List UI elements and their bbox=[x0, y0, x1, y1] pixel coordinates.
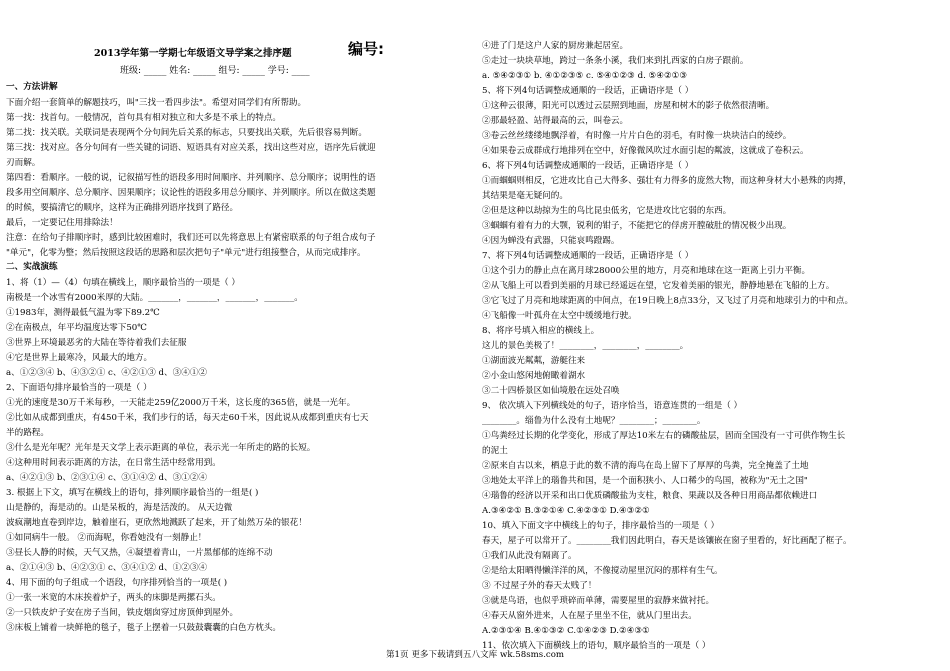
left-text-line: 第一找：找首句。一般情况，首句具有相对独立和大多是不承上的特点。 bbox=[6, 113, 282, 123]
right-text-line: ③它飞过了月亮和地球距离的中间点，在19日晚上8点33分，又飞过了月亮和地球引力的中和点。 bbox=[482, 296, 854, 306]
right-text-line: ④瑙鲁的经济以开采和出口优质磷酸盐为支柱，粮食、果蔬以及各种日用商品都依赖进口 bbox=[482, 491, 818, 501]
right-text-line: ④因为蝉没有武器，只能哀鸣蹬踢。 bbox=[482, 236, 620, 246]
right-text-line: A.③④②① B.③②①④ C.④②③① D.④③②① bbox=[482, 506, 650, 516]
right-text-line: ③卷云丝丝缕缕地飘浮着，有时像一片片白色的羽毛，有时像一块块洁白的绫纱。 bbox=[482, 131, 792, 141]
left-text-line: 第三找：找对应。各分句间有一些关键的词语、短语具有对应关系，找出这些对应，语序先后就迎 bbox=[6, 143, 376, 153]
right-text-line: ③蝈蝈有着有力的大颚，锐利的钳子，不能把它的俘虏开膛破肚的情况极少出现。 bbox=[482, 221, 792, 231]
right-text-line: ④如果卷云成群成行地排列在空中，好像微风吹过水面引起的粼波，这就成了卷积云。 bbox=[482, 146, 809, 156]
right-text-line: ②从飞船上可以看到美丽的月球已经遥远在望，它发着美丽的银光，静静地悬在飞船的上方。 bbox=[482, 281, 835, 291]
left-text-line: 最后，一定要记住用排除法！ bbox=[6, 218, 118, 228]
left-text-line: ③世界上环境最恶劣的大陆在等待着我们去征服 bbox=[6, 338, 187, 348]
left-text-line: ③什么是光年呢？光年是天文学上表示距离的单位，表示光一年所走的路的长短。 bbox=[6, 443, 316, 453]
left-text-line: a、④②①③ b、②③①④ c、③①④② d、③①②④ bbox=[6, 473, 208, 483]
right-text-line: ①鸟粪经过长期的化学变化，形成了厚达10米左右的磷酸盐层，固而全国没有一寸可供作物生长 bbox=[482, 431, 846, 441]
left-text-line: 二、实战演练 bbox=[6, 262, 58, 272]
right-text-line: ③ 不过屋子外的春天太贱了！ bbox=[482, 581, 597, 591]
right-text-line: ①这种云很薄，阳光可以透过云层照到地面，房屋和树木的影子依然很清晰。 bbox=[482, 101, 775, 111]
right-text-line: ②那最轻盈、站得最高的云，叫卷云。 bbox=[482, 116, 629, 126]
left-text-line: a、②①④③ b、④②③① c、③④①② d、①②③④ bbox=[6, 563, 208, 573]
right-text-line: 8、将序号填入相应的横线上。 bbox=[482, 326, 600, 336]
left-text-line: 刃而解。 bbox=[6, 158, 41, 168]
right-text-line: 春天，屋子可以常开了。________我们因此明白，春天是该镶嵌在窗子里看的，好比画配了框子。 bbox=[482, 536, 852, 546]
left-text-line: 波疯潮地直卷到岸边，触着崖石，更欣然地溅跃了起来，开了灿然万朵的银花！ bbox=[6, 518, 307, 528]
left-text-line: 南极是一个冰雪有2000米厚的大陆。_______，_______，_______，_______。 bbox=[6, 293, 303, 303]
left-text-line: 一、方法讲解 bbox=[6, 82, 58, 92]
right-text-line: 7、将下列4句话调整成通顺的一段话，正确语序是（ ） bbox=[482, 251, 694, 261]
right-text-line: a. ⑤④②③① b. ④①②③⑤ c. ⑤④①②③ d. ⑤④②①③ bbox=[482, 71, 688, 81]
left-text-line: ④它是世界上最寒冷，风最大的地方。 bbox=[6, 353, 153, 363]
right-text-line: 的泥土 bbox=[482, 446, 508, 456]
left-text-line: 半的路程。 bbox=[6, 428, 49, 438]
right-text-line: 其结果是毫无疑问的。 bbox=[482, 191, 568, 201]
right-text-line: ②小金山悠闲地俯瞰着湖水 bbox=[482, 371, 586, 381]
left-text-line: 1、将（1）—（4）句填在横线上，顺序最恰当的一项是（ ） bbox=[6, 278, 240, 288]
right-text-line: A.②③①④ B.④①③② C.①④②③ D.②④③① bbox=[482, 626, 650, 636]
right-text-line: ②是给太阳晒得懒洋洋的风，不像搅动屋里沉闷的那样有生气。 bbox=[482, 566, 723, 576]
page-footer: 第1页 更多下载请到五八文库 wk.58sms.com bbox=[385, 650, 565, 660]
right-text-line: ④飞船像一叶孤舟在太空中缓缓地行驶。 bbox=[482, 311, 637, 321]
left-text-line: ①一张一米宽的木床挨着炉子，两头的床脚是两摞石头。 bbox=[6, 593, 221, 603]
left-text-line: ②在南极点，年平均温度达零下50℃ bbox=[6, 323, 147, 333]
left-text-line: 第二找：找关联。关联词是表现两个分句间先后关系的标志，只要找出关联，先后很容易判断。 bbox=[6, 128, 367, 138]
right-text-line: 6、将下列4句话调整成通顺的一段话，正确语序是（ ） bbox=[482, 161, 694, 171]
right-text-line: ②原来自古以来，栖息于此的数不清的海鸟在岛上留下了厚厚的鸟粪，完全掩盖了土地 bbox=[482, 461, 809, 471]
right-text-line: ________。缁鲁为什么没有土地呢？________；________。 bbox=[482, 416, 706, 426]
left-text-line: ①光的速度是30万千米每秒，一天能走259亿2000万千米，这长度的365倍，就是一光年。 bbox=[6, 398, 356, 408]
left-text-line: 4、用下面的句子组成一个语段，句序排列恰当的一项是( ) bbox=[6, 578, 228, 588]
left-text-line: 2、下面语句排序最恰当的一项是（ ） bbox=[6, 383, 152, 393]
left-text-line: ①1983年，测得最低气温为零下89.2℃ bbox=[6, 308, 160, 318]
left-text-line: ②比如从成都到重庆，有450千米，我们步行的话，每天走60千米，因此说从成都到重庆有七天 bbox=[6, 413, 369, 423]
left-text-line: "单元"，化零为整；然后按照这段话的思路和层次把句子"单元"进行组接整合，从而完成排序。 bbox=[6, 248, 366, 258]
right-text-line: ④春天从窗外进来，人在屋子里坐不住，就从门里出去。 bbox=[482, 611, 697, 621]
right-text-line: ④进了门是这户人家的厨房兼起居室。 bbox=[482, 41, 629, 51]
right-text-line: ③地处太平洋上的瑙鲁共和国，是一个面积狭小、人口稀少的鸟国，被称为"无土之国" bbox=[482, 476, 808, 486]
left-text-line: 山是静的，海是动的。山是呆板的，海是活泼的。 从天边微 bbox=[6, 503, 233, 513]
right-text-line: 9、 依次填入下列横线处的句子，语序恰当，语意连贯的一组是（ ） bbox=[482, 401, 743, 411]
left-text-line: ③昼长人静的时候，天气又热，④凝望着青山，一片黑郁郁的连绵不动 bbox=[6, 548, 273, 558]
right-text-line: 10、填入下面文字中横线上的句子，排序最恰当的一项是（ ） bbox=[482, 521, 720, 531]
student-info-fields: 班级: _____ 姓名: _____ 组号: _____ 学号: ____ bbox=[120, 66, 310, 76]
left-text-line: 3. 根据上下文，填写在横线上的语句，排列顺序最恰当的一组是( ) bbox=[6, 488, 259, 498]
right-text-line: ②但是这种以劫掠为生的鸟比昆虫低劣，它是进攻比它弱的东西。 bbox=[482, 206, 732, 216]
left-text-line: ③床板上铺着一块鲜艳的毯子，毯子上摆着一只鼓鼓囊囊的白色方枕头。 bbox=[6, 623, 282, 633]
left-text-line: ②一只铁皮炉子安在房子当间，铁皮烟囱穿过房顶伸到屋外。 bbox=[6, 608, 239, 618]
right-text-line: 5、将下列4句话调整成通顺的一段话，正确语序是（ ） bbox=[482, 86, 694, 96]
left-text-line: a、①②③④ b、④③②① c、④②①③ d、③④①② bbox=[6, 368, 208, 378]
document-title: 2013学年第一学期七年级语文导学案之排序题 bbox=[94, 48, 292, 59]
left-text-line: 下面介绍一套简单的解题技巧，叫"三找一看四步法"。希望对同学们有所帮助。 bbox=[6, 98, 307, 108]
left-text-line: 第四看：看顺序。一般的说，记叙描写性的语段多用时间顺序、并列顺序、总分顺序；说明性的语 bbox=[6, 173, 376, 183]
right-text-line: 11、依次填入下面横线上的语句，顺序最恰当的一项是（ ） bbox=[482, 641, 711, 651]
right-text-line: ①这个引力的静止点在离月球28000公里的地方，月亮和地球在这一距离上引力平衡。 bbox=[482, 266, 811, 276]
right-text-line: ①我们从此没有隔离了。 bbox=[482, 551, 577, 561]
right-text-line: ⑤走过一块块草地，跨过一条条小溪，我们来到扎西家的白房子跟前。 bbox=[482, 56, 749, 66]
right-text-line: 这儿的景色美极了！________，________，________。 bbox=[482, 341, 689, 351]
right-text-line: ③就是鸟语，也似乎琐碎而单薄，需要屋里的寂静来做衬托。 bbox=[482, 596, 715, 606]
right-text-line: ①而蝈蝈则相反，它进攻比自己大得多、强壮有力得多的庞然大物，而这种身材大小悬殊的肉搏， bbox=[482, 176, 852, 186]
left-text-line: 注意：在给句子排顺序时，感到比较困难时，我们还可以先将意思上有紧密联系的句子组合成句子 bbox=[6, 233, 376, 243]
left-text-line: ①如同病牛一般。 ②而海呢，你看她没有一刻静止！ bbox=[6, 533, 207, 543]
number-label: 编号: bbox=[348, 40, 384, 58]
left-text-line: ④这种用时间表示距离的方法，在日常生活中经常用到。 bbox=[6, 458, 221, 468]
right-text-line: ①湖面波光粼粼，游艇往来 bbox=[482, 356, 586, 366]
right-text-line: ③二十四桥景区如仙境般在远处召唤 bbox=[482, 386, 620, 396]
left-text-line: 的时候，要搞清它的顺序，这样为正确排列语序找到了路径。 bbox=[6, 203, 239, 213]
left-text-line: 段多用空间顺序、总分顺序、因果顺序；议论性的语段多用总分顺序、并列顺序。所以在做这类题 bbox=[6, 188, 376, 198]
